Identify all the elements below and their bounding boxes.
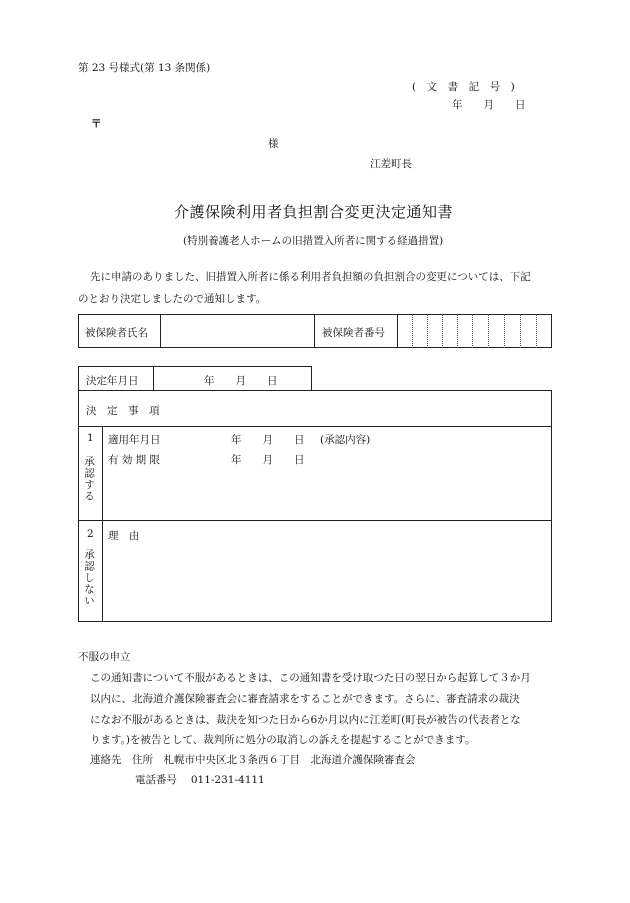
approve-side-label: 承認する (83, 456, 95, 502)
divider (78, 520, 552, 521)
appeal-line-4: ります。)を被告として、裁判所に処分の取消しの訴えを提起することができます。 (90, 734, 476, 746)
contact-phone: 電話番号 011-231-4111 (135, 774, 265, 786)
insured-number-label: 被保険者番号 (322, 327, 385, 339)
apply-date-label: 適用年月日 (108, 434, 161, 446)
insured-name-label: 被保険者氏名 (85, 327, 148, 339)
valid-period-label: 有 効 期 限 (108, 454, 161, 466)
recipient-honorific: 様 (268, 138, 279, 150)
apply-date-value[interactable]: 年 月 日 (231, 434, 305, 446)
divider (160, 314, 161, 348)
appeal-line-3: になお不服があるときは、裁決を知つた日から6か月以内に江差町(町長が被告の代表者とな (90, 714, 521, 726)
issue-date: 年 月 日 (452, 99, 526, 111)
approval-content-label: (承認内容) (320, 434, 371, 446)
divider (314, 314, 315, 348)
divider (78, 426, 552, 427)
page-subtitle: (特別養護老人ホームの旧措置入所者に関する経過措置) (183, 235, 444, 247)
contact-address: 連絡先 住所 札幌市中央区北３条西６丁目 北海道介護保険審査会 (90, 754, 416, 766)
valid-period-value[interactable]: 年 月 日 (231, 454, 305, 466)
divider (102, 426, 103, 622)
reject-side-label: 承認しない (83, 549, 95, 607)
intro-line-1: 先に申請のありました、旧措置入所者に係る利用者負担額の負担割合の変更については、下記 (90, 271, 531, 283)
appeal-line-2: 以内に、北海道介護保険審査会に審査請求をすることができます。さらに、審査請求の裁決 (90, 693, 520, 705)
insured-number-field[interactable] (398, 316, 551, 346)
decision-date-label: 決定年月日 (86, 375, 139, 387)
reason-field[interactable] (150, 524, 546, 616)
issuer: 江差町長 (370, 158, 412, 170)
appeal-heading: 不服の申立 (78, 651, 131, 663)
intro-line-2: のとおり決定しましたので通知します。 (78, 293, 267, 305)
reason-label: 理 由 (108, 530, 140, 542)
divider (153, 366, 154, 391)
decision-matters-label: 決 定 事 項 (86, 405, 160, 417)
insured-name-field[interactable] (164, 318, 310, 344)
postal-mark: 〒 (91, 118, 102, 130)
approve-number: 1 (87, 432, 94, 444)
appeal-line-1: この通知書について不服があるときは、この通知書を受け取つた日の翌日から起算して３か月 (90, 672, 531, 684)
form-number: 第 23 号様式(第 13 条関係) (78, 62, 211, 74)
page-title: 介護保険利用者負担割合変更決定通知書 (174, 203, 454, 221)
reject-number: 2 (87, 528, 94, 540)
document-code: ( 文 書 記 号 ) (412, 81, 515, 93)
decision-date-value[interactable]: 年 月 日 (204, 375, 278, 387)
